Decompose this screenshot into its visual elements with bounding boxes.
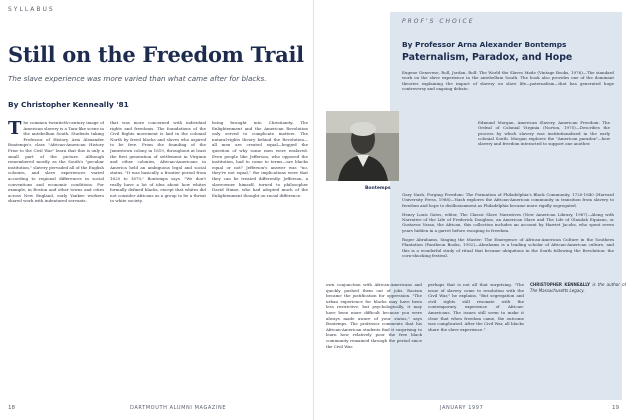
sidebar-book-entry: Roger Abrahams, Singing the Master: The Emergence of African-American Culture in the Southern Plantation (Pantheon Books, 1992)—Abrahams is a leading scholar of African-American culture, and this is a wonderful study of ritual that became ubiquitous in the South following the Revolution: the corn-shucking festival. xyxy=(402,237,614,258)
article-byline: By Christopher Kenneally '81 xyxy=(8,100,129,109)
article-column-1 xyxy=(8,120,104,400)
portrait-illustration xyxy=(326,111,399,181)
author-portrait-photo xyxy=(326,111,399,181)
column-text: own conjunction with African-Americans and quickly pushed them out of jobs. Racism became the justification for oppression. "The urban experience for blacks may have been less restrictive, but psychologically, it may have been more difficult because you were always made aware of your status," says Bontemps. The professor comments that his African-American students find it surprising to learn how relatively poor the free black community remained through the period since the Civil War. xyxy=(326,282,422,349)
article-headline: Still on the Freedom Trail xyxy=(8,42,304,67)
article-continuation-column-1 xyxy=(326,282,422,400)
photo-caption: Bontemps xyxy=(365,186,391,191)
sidebar-book-entry: Edmund Morgan, American Slavery, American Freedom: The Ordeal of Colonial Virginia (Norton, 1975)—Describes the process by which slavery was institutionalized in the early colonial South. Morgan explores the "American paradox"—how slavery and freedom interacted to support one another. xyxy=(478,120,610,147)
drop-cap: T xyxy=(8,120,22,139)
page-number-left: 18 xyxy=(8,405,15,411)
column-text: perhaps that is not all that surprising. "The issue of slavery come to resolution with the Civil War," he explains. "But segregation and civil rights still resonate with the contemporary experience of African-Americans. The issues still seem to make it clear that when freedom came, the outcome was complicated. After the Civil War, all blacks share the slave experience." xyxy=(428,282,524,332)
folio-right: JANUARY 1997 xyxy=(440,405,484,411)
sidebar-book-entry: Eugene Genovese, Roll, Jordan, Roll: The World the Slaves Made (Vintage Books, 1976)—The standard work on the slave experience in the antebellum South. The book also provides one of the dominant theories explaining the impact of slavery on slave life—paternalism—that has generated huge controversy and ongoing debate. xyxy=(402,70,614,91)
article-continuation-column-2 xyxy=(428,282,524,400)
page-number-right: 19 xyxy=(612,405,619,411)
sidebar-kicker: PROF'S CHOICE xyxy=(402,18,475,25)
author-note-text: is the author of The Massachusetts Legacy. xyxy=(530,282,626,293)
author-note-column xyxy=(530,282,626,400)
sidebar-byline: By Professor Arna Alexander Bontemps xyxy=(402,40,567,49)
column-text: being brought into Christianity. The Enlightenment and the American Revolution only served to complicate matters. The natural-rights theory behind the Revolution—all men are created equal—begged the question of why some men were enslaved. Even people like Jefferson, who opposed the institution, had to come to terms—are blacks equal or not? Jefferson's answer was "no, they're not equal," the implications were that they can be treated differently. Jefferson, a slaveowner himself, turned to philosopher David Hume, who had adopted much of the Enlightenment thought on racial difference. xyxy=(212,120,308,198)
page-gutter xyxy=(313,0,314,420)
article-column-3 xyxy=(212,120,308,400)
sidebar-book-entry: Henry Louis Gates, editor, The Classic Slave Narratives (New American Library, 1987)—Along with Narrative of the Life of Frederick Douglass, an American Slave and The Life of Olaudah Equiano, or Gustavus Vassa, the African, this collection includes an account by Harriet Jacobs, who spent seven years hidden in a garret before escaping to freedom. xyxy=(402,211,614,233)
sidebar-title: Paternalism, Paradox, and Hope xyxy=(402,52,573,63)
column-text: he common twentieth-century image of American slavery is a Tara-like scene in the antebellum South. Students taking Professor of History Aria Alexander Bontemps's class "African-American History Prior to the Civil War" learn that this is only a small part of the picture. Although remembered mostly as the South's "peculiar institution," slavery pervaded all of the English colonies, and slave experiences varied according to regional differences in social conventions and economic conditions. For example, in Boston and other towns and cities across New England, early Yankee workers shared work with indentured servants. xyxy=(8,120,104,204)
folio-left: DARTMOUTH ALUMNI MAGAZINE xyxy=(130,405,227,411)
article-column-2 xyxy=(110,120,206,400)
author-note xyxy=(530,282,626,293)
sidebar-book-entry: Gary Nash, Forging Freedom: The Formation of Philadelphia's Black Community, 1720-1840 (Harvard University Press, 1988)—Nash explores the African-American community in transition from slavery to freedom and hope to disillusionment as Philadelphia became more rigidly segregated. xyxy=(402,192,614,208)
author-note-name: CHRISTOPHER KENNEALLY xyxy=(530,282,591,287)
section-kicker: SYLLABUS xyxy=(8,6,55,13)
article-deck: The slave experience was more varied than what came after for blacks. xyxy=(8,74,267,83)
column-text: that was more concerned with individual rights and freedoms. The foundations of the Civil Rights movement is laid in the colonial North by freed blacks and slaves who aspired to be free. From the founding of the Jamestown colony in 1619, throughout at least the first generation of settlement in Virginia and other colonies, African-Americans in America held an ambiguous legal and social status. "It was basically a frontier period from 1620 to 1670," Bontemps says. "We don't really have a lot of idea about how whites formally defined blacks, except that whites did not consider Africans as a group to be a threat to white society. xyxy=(110,120,206,204)
